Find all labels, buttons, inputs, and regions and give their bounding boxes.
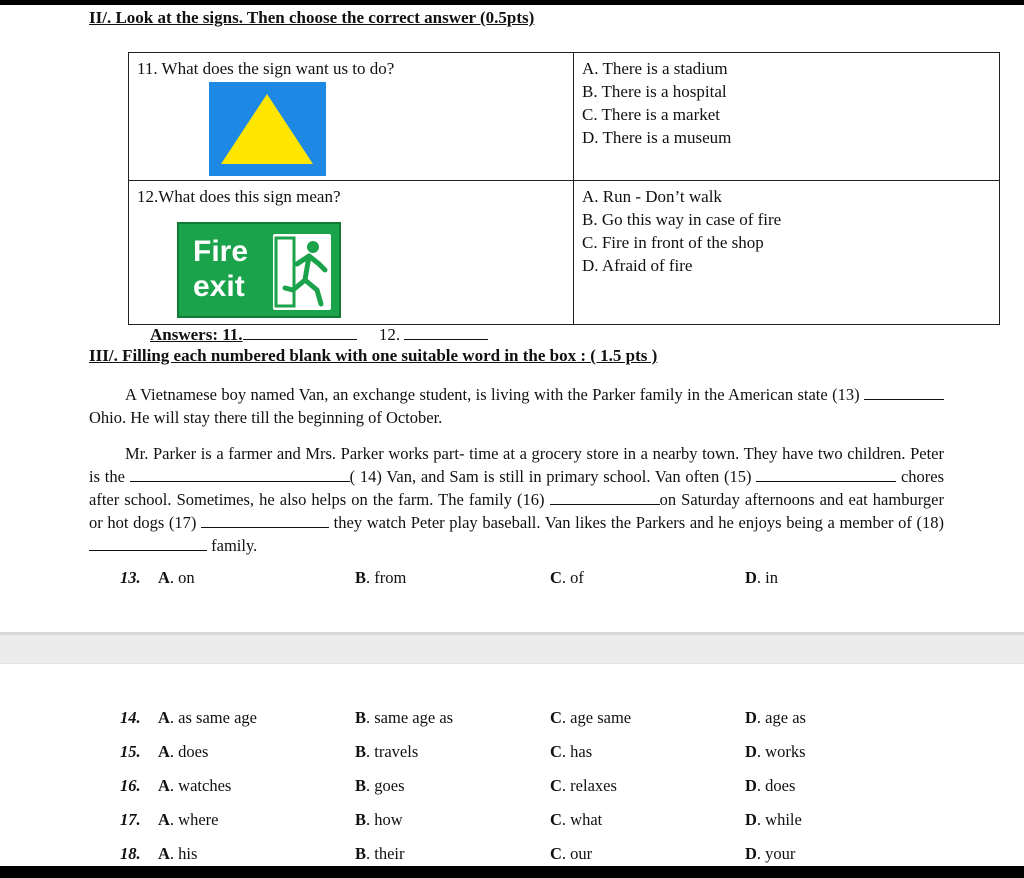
option-b[interactable]: B. travels <box>355 742 419 761</box>
triangle-sign-icon <box>209 82 326 176</box>
question-12-options <box>574 181 1000 325</box>
p1-part2: Ohio. He will stay there till the beginning of October. <box>89 408 443 427</box>
fire-exit-line-1: Fire <box>193 235 249 268</box>
p2-part1: Mr. Parker is a farmer and Mrs. Parker works part- time at a grocery store in a nearby town. They have two children. Peter is the <box>89 444 944 486</box>
page-gap <box>0 632 1024 664</box>
option-c[interactable]: C. relaxes <box>550 776 617 795</box>
blank-15[interactable] <box>756 466 896 482</box>
blank-14[interactable] <box>130 466 350 482</box>
option-number: 18. <box>120 844 141 863</box>
bottom-border <box>0 866 1024 878</box>
q12-option-a: A. Run - Don’t walk <box>582 187 722 206</box>
option-a[interactable]: A. his <box>158 844 198 863</box>
option-b[interactable]: B. goes <box>355 776 405 795</box>
option-c[interactable]: C. of <box>550 568 584 587</box>
answer-11-blank[interactable] <box>243 324 357 340</box>
question-11-options <box>574 53 1000 181</box>
signs-table <box>128 52 1000 325</box>
option-b[interactable]: B. from <box>355 568 407 587</box>
option-c[interactable]: C. our <box>550 844 593 863</box>
option-d[interactable]: D. works <box>745 742 806 761</box>
question-11-row <box>129 53 1000 181</box>
question-11-text: 11. What does the sign want us to do? <box>137 59 395 78</box>
answers-label: Answers: 11. <box>150 325 243 344</box>
option-d[interactable]: D. age as <box>745 708 806 727</box>
q11-option-b: B. There is a hospital <box>582 82 727 101</box>
section-2-title: II/. Look at the signs. Then choose the correct answer (0.5pts) <box>89 8 535 27</box>
p2-part5: they watch Peter play baseball. Van likes the Parkers and he enjoys being a member of (18) <box>333 513 945 532</box>
option-a[interactable]: A. does <box>158 742 209 761</box>
option-a[interactable]: A. watches <box>158 776 232 795</box>
option-c[interactable]: C. has <box>550 742 593 761</box>
option-number: 16. <box>120 776 141 795</box>
answers-12-label: 12. <box>378 325 401 344</box>
p2-part4: on Saturday afternoons and eat hamburger or hot dogs (17) <box>89 490 944 532</box>
option-number: 13. <box>120 568 141 587</box>
option-b[interactable]: B. their <box>355 844 405 863</box>
p2-part2: ( 14) Van, and Sam is still in primary school. Van often (15) <box>349 467 752 486</box>
option-d[interactable]: D. while <box>745 810 802 829</box>
option-number: 15. <box>120 742 141 761</box>
q12-option-c: C. Fire in front of the shop <box>582 233 764 252</box>
fire-exit-sign <box>177 222 341 318</box>
option-number: 17. <box>120 810 141 829</box>
question-12-cell <box>129 181 574 325</box>
answer-12-blank[interactable] <box>404 324 488 340</box>
blank-18[interactable] <box>89 535 207 551</box>
option-a[interactable]: A. as same age <box>158 708 257 727</box>
option-d[interactable]: D. your <box>745 844 796 863</box>
blank-16[interactable] <box>550 489 660 505</box>
option-a[interactable]: A. on <box>158 568 195 587</box>
question-12-text: 12.What does this sign mean? <box>137 187 341 206</box>
p2-part6: family. <box>211 536 258 555</box>
q12-option-b: B. Go this way in case of fire <box>582 210 782 229</box>
option-d[interactable]: D. does <box>745 776 796 795</box>
blank-13[interactable] <box>864 384 944 400</box>
option-b[interactable]: B. same age as <box>355 708 454 727</box>
fire-exit-text <box>193 234 248 304</box>
p1-part1: A Vietnamese boy named Van, an exchange student, is living with the Parker family in the American state (13) <box>125 385 860 404</box>
q11-option-a: A. There is a stadium <box>582 59 728 78</box>
paragraph-1 <box>89 383 944 429</box>
answers-line <box>150 324 488 345</box>
top-border <box>0 0 1024 5</box>
section-3-title: III/. Filling each numbered blank with one suitable word in the box : ( 1.5 pts ) <box>89 346 658 365</box>
option-b[interactable]: B. how <box>355 810 403 829</box>
option-c[interactable]: C. what <box>550 810 603 829</box>
option-c[interactable]: C. age same <box>550 708 632 727</box>
option-d[interactable]: D. in <box>745 568 779 587</box>
q11-option-d: D. There is a museum <box>582 128 732 147</box>
option-a[interactable]: A. where <box>158 810 219 829</box>
option-number: 14. <box>120 708 141 727</box>
q11-option-c: C. There is a market <box>582 105 721 124</box>
fire-exit-line-2: exit <box>193 270 245 303</box>
running-person-icon <box>273 234 331 310</box>
blank-17[interactable] <box>201 512 329 528</box>
q12-option-d: D. Afraid of fire <box>582 256 693 275</box>
question-12-row <box>129 181 1000 325</box>
p2-part3: chores after school. Sometimes, he also helps on the farm. The family (16) <box>89 467 945 509</box>
paragraph-2 <box>89 442 944 557</box>
question-11-cell <box>129 53 574 181</box>
